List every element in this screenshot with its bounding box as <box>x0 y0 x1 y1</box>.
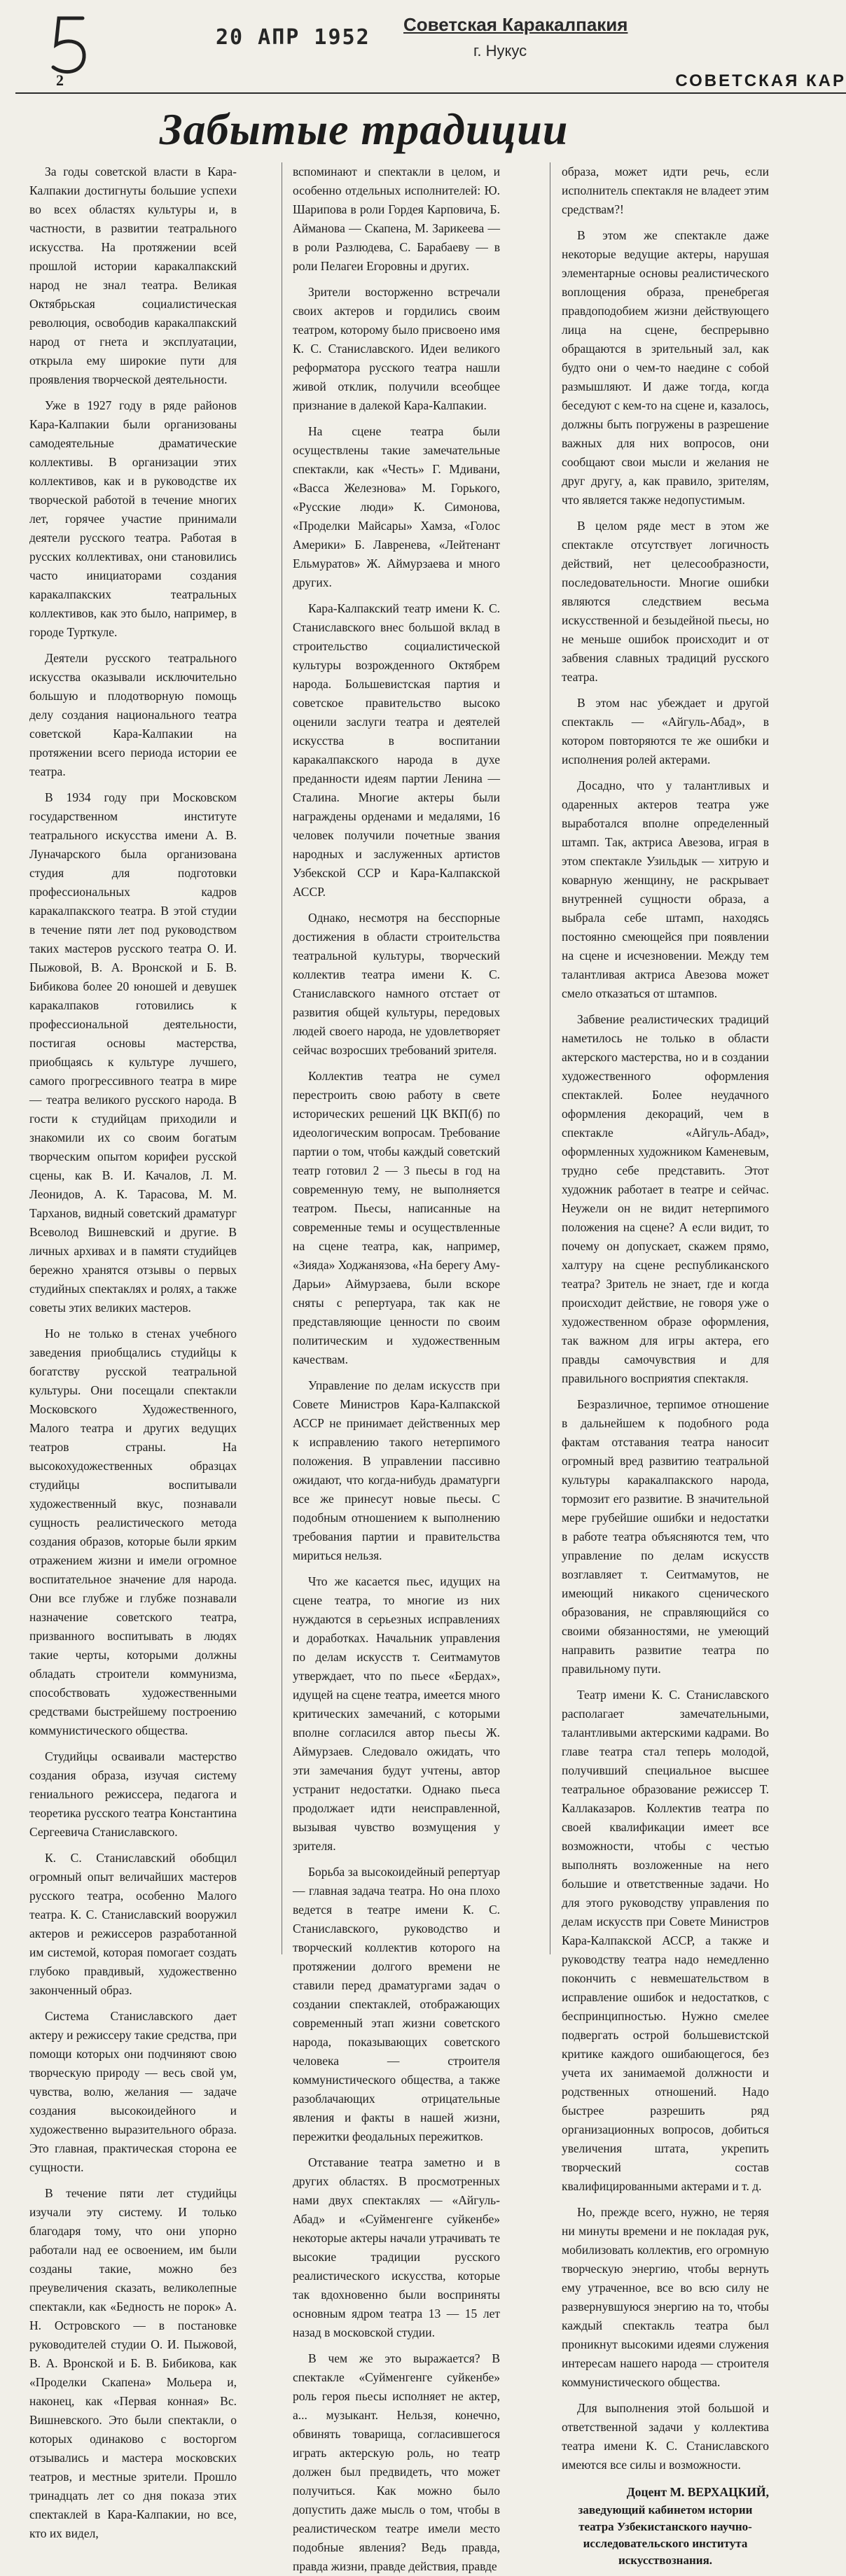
paragraph: образа, может идти речь, если исполнитель спектакля не владеет этим средствам?! <box>562 164 769 216</box>
paragraph: Студийцы осваивали мастерство создания образа, изучая систему гениального режиссера, педагога и теоретика русского театра Константина Сергеевича Станиславского. <box>29 1749 237 1839</box>
stamp-newspaper: Советская Каракалпакия <box>403 14 628 35</box>
paragraph: За годы советской власти в Кара-Калпакии достигнуты большие успехи во всех областях культуры и, в частности, в развитии театрального искусства. На протяжении всей прошлой истории каракалпакский народ не знал театра. Великая Октябрьская социалистическая революция, освободив каракалпакский народ от гнета и эксплуатации, открыла ему широкие пути для проявления творческой деятельности. <box>29 164 237 386</box>
stamp-date: 20 АПР 1952 <box>216 25 370 50</box>
paragraph: В течение пяти лет студийцы изучали эту систему. И только благодаря тому, что они упорно работали над ее освоением, им были созданы такие, можно без преувеличения сказать, великолепные спектакли, как «Бедность не порок» А. Н. Островского — в постановке руководителей студии О. И. Пыжовой, В. А. Вронской и Б. В. Бибикова, как «Проделки Скапена» Мольера и, наконец, как «Первая конная» Вс. Вишневского. Это были спектакли, о которых одинаково с восторгом отзывались и мастера московских театров, и местные зрители. Прошло тринадцать лет со дня показа этих спектаклей в Кара-Калпакии, но все, кто их видел, <box>29 2186 237 2540</box>
handwritten-mark-icon <box>46 13 95 80</box>
paragraph: Но, прежде всего, нужно, не теряя ни минуты времени и не покладая рук, мобилизовать коллектив, его огромную творческую энергию, чтобы вернуть ему утраченное, все во всю силу не развернувшуюся энергию на то, чтобы каждый спектакль театра был проникнут высокими идеями служения интересам нашего народа — строителя коммунистического общества. <box>562 2205 769 2389</box>
paragraph: К. С. Станиславский обобщил огромный опыт величайших мастеров русского театра, особенно Малого театра. К. С. Станиславский вооружил актеров и режиссеров разработанной им системой, которая помогает создать глубоко правдивый, художественно законченный образ. <box>29 1851 237 1997</box>
paragraph: Безразличное, терпимое отношение в дальнейшем к подобного рода фактам отставания театра наносит огромный вред развитию театральной культуры каракалпакского народа, тормозит его развитие. В значительной мере грубейшие ошибки и недостатки в работе театра объясняются тем, что управление по делам искусств возглавляет т. Сеитмамутов, не имеющий никакого сценического образования, не справляющийся со своими обязанностями, не умеющий направить развитие театра по правильному пути. <box>562 1397 769 1676</box>
paragraph: Но не только в стенах учебного заведения приобщались студийцы к богатству русской театральной культуры. Они посещали спектакли Московского Художественного, Малого театра и других ведущих театров страны. На высокохудожественных образцах студийцы воспитывали художественный вкус, познавали сущность реалистического метода создания образов, которые были ярким отражением жизни и имели огромное воспитательное значение для народа. Они все глубже и глубже познавали назначение советского театра, призванного воспитывать в людях такие черты, которыми должны обладать строители коммунизма, способствовать художественными средствами быстрейшему построению коммунистического общества. <box>29 1326 237 1737</box>
paragraph: Досадно, что у талантливых и одаренных актеров театра уже выработался вполне определенный штамп. Так, актриса Авезова, играя в этом спектакле Узильдык — хитрую и коварную женщину, не раскрывает внутренней сущности образа, а выбрала себе штамп, находясь постоянно смеющейся при появлении на сцене и исчезновении. Между тем талантливая актриса Авезова может смело отказаться от штампов. <box>562 778 769 1000</box>
paragraph: Деятели русского театрального искусства оказывали исключительно большую и плодотворную помощь делу создания национального театра советской Кара-Калпакии на протяжении всего периода истории ее театра. <box>29 651 237 778</box>
author-role: заведующий кабинетом истории театра Узбекистанского научно-исследовательского института искусствознания. <box>578 2503 753 2567</box>
paragraph: В целом ряде мест в этом же спектакле отсутствует логичность действий, нет целесообразности, последовательности. Многие ошибки являются следствием весьма искусственной и безыдейной пьесы, но не меньше ошибок происходит и от забвения славных традиций русского театра. <box>562 519 769 684</box>
paragraph: В этом нас убеждает и другой спектакль — «Айгуль-Абад», в котором повторяются те же ошибки и исполнения ролей актерами. <box>562 696 769 766</box>
author-signature: Доцент М. ВЕРХАЦКИЙ, <box>626 2485 769 2499</box>
paragraph: В 1934 году при Московском государственном институте театрального искусства имени А. В. Луначарского была организована студия для подготовки профессиональных кадров каракалпакского театра. В этой студии в течение пяти лет под руководством таких мастеров русского театра О. И. Пыжовой, В. А. Вронской и Б. В. Бибикова более 20 юношей и девушек каракалпаков готовились к профессиональной деятельности, постигая основы мастерства, приобщаясь к культуре лучшего, самого прогрессивного театра в мире — театра великого русского народа. В гости к студийцам приходили и знакомили их со своим богатым творческим опытом корифеи русской сцены, как В. И. Качалов, Л. М. Леонидов, А. К. Тарасова, М. М. Тарханов, видный советский драматург Всеволод Вишневский и другие. В личных архивах и в памяти студийцев бережно хранятся отзывы о первых студийных спектаклях и ролях, а также советы этих великих мастеров. <box>29 790 237 1315</box>
paragraph: Кара-Калпакский театр имени К. С. Станиславского внес большой вклад в строительство социалистической культуры возрожденного Октябрем народа. Большевистская партия и советское правительство высоко оценили заслуги театра и деятелей искусства в воспитании каракалпакского народа в духе преданности идеям партии Ленина — Сталина. Многие актеры были награждены орденами и медалями, 16 человек получили почетные звания народных и заслуженных артистов Узбекской ССР и Кара-Калпакской АССР. <box>293 601 500 899</box>
paragraph: Коллектив театра не сумел перестроить свою работу в свете исторических решений ЦК ВКП(б) по идеологическим вопросам. Требование партии о том, чтобы каждый советский театр готовил 2 — 3 пьесы в год на современную тему, не выполняется театром. Пьесы, написанные на современные темы и осуществленные на сцене театра, как, например, «Зияда» Ходжанязова, «На берегу Аму-Дарьи» Аймурзаева, были вскоре сняты с репертуара, так как не представляющие ценности по своим политическим и художественным качествам. <box>293 1069 500 1366</box>
article-headline: Забытые традиции <box>160 104 569 154</box>
paragraph: Зрители восторженно встречали своих актеров и гордились своим театром, которому было присвоено имя К. С. Станиславского. Идеи великого реформатора русского театра нашли живой отклик, получили всеобщее признание в далекой Кара-Калпакии. <box>293 285 500 412</box>
paragraph: Борьба за высокоидейный репертуар — главная задача театра. Но она плохо ведется в театре имени К. С. Станиславского, руководство и творческий коллектив которого на протяжении долгого времени не ставили перед драматургами задач о создании спектаклей, отображающих современный этап жизни советского народа, показывающих советского человека — строителя коммунистического общества, а также разоблачающих отрицательные явления и факты в нашей жизни, пережитки феодальных пережитков. <box>293 1865 500 2143</box>
paragraph: Уже в 1927 году в ряде районов Кара-Калпакии были организованы самодеятельные драматические коллективы. В организации этих коллективов, как и в руководстве их творческой работой в течение многих лет, горячее участие принимали деятели русского театра. Работая в русских коллективах, они становились часто инициаторами создания каракалпакских театральных коллективов, как это было, например, в городе Турткуле. <box>29 398 237 639</box>
paragraph: Управление по делам искусств при Совете Министров Кара-Калпакской АССР не принимает действенных мер к исправлению такого нетерпимого положения. В управлении пассивно ожидают, что когда-нибудь драматурги все же принесут новые пьесы. С подобным отношением к выполнению требования партии и правительства мириться нельзя. <box>293 1378 500 1562</box>
paragraph: Для выполнения этой большой и ответственной задачи у коллектива театра имени К. С. Станиславского имеются все силы и возможности. <box>562 2401 769 2472</box>
paragraph: Театр имени К. С. Станиславского располагает замечательными, талантливыми актерскими кадрами. Во главе театра стал теперь молодой, получивший специальное высшее театральное образование режиссер Т. Каллаказаров. Коллектив театра по своей квалификации имеет все возможности, чтобы с честью выполнять возложенные на него большие и ответственные задачи. Но для этого руководству управления по делам искусств при Совете Министров Кара-Калпакской АССР, а также и руководству театра надо немедленно покончить с невмешательством в исправление ошибок и недостатков, с беспринципностью. Нужно смелее подвергать острой большевистской критике каждого ошибающегося, без учета их занимаемой должности и родственных отношений. Надо быстрее разрешить ряд организационных вопросов, добиться увеличения штата, укрепить творческий состав квалифицированными актерами и т. д. <box>562 1688 769 2193</box>
article-column-1 <box>29 162 237 2540</box>
paragraph: Система Станиславского дает актеру и режиссеру такие средства, при помощи которых они подчиняют свою творческую природу — весь свой ум, чувства, волю, желания — задаче создания высокоидейного и художественно выразительного образа. Это главная, практическая сторона ее сущности. <box>29 2009 237 2174</box>
article-column-2 <box>293 162 500 2573</box>
paragraph: В чем же это выражается? В спектакле «Суйменгенге суйкенбе» роль героя пьесы исполняет не актер, а... музыкант. Нельзя, конечно, обвинять товарища, согласившегося играть актерскую роль, но театр должен был предвидеть, что может получиться. Как можно было допустить даже мысль о том, чтобы в реалистическом театре имели место подобные явления? Ведь правда, правда жизни, правде действия, правде <box>293 2351 500 2573</box>
paragraph: Однако, несмотря на бесспорные достижения в области строительства театральной культуры, творческий коллектив театра имени К. С. Станиславского намного отстает от развития общей культуры, передовых людей своего народа, не удовлетворяет сейчас возросших требований зрителя. <box>293 911 500 1057</box>
stamp-city: г. Нукус <box>473 42 527 59</box>
paragraph: вспоминают и спектакли в целом, и особенно отдельных исполнителей: Ю. Шарипова в роли Гордея Карповича, Б. Аймановa — Скапена, М. Зарикеева — в роли Разлюдева, С. Барабаеву — в роли Пелагеи Егоровны и других. <box>293 164 500 273</box>
running-title: СОВЕТСКАЯ КАР <box>675 71 846 90</box>
paragraph: Что же касается пьес, идущих на сцене театра, то многие из них нуждаются в серьезных исправлениях и доработках. Начальник управления по делам искусств т. Сеитмамутов утверждает, что по пьесе «Бердах», идущей на сцене театра, имеется много критических замечаний, с которыми вполне согласился автор пьесы Ж. Аймурзаев. Следовало ожидать, что эти замечания будут учтены, автор устранит недостатки. Однако пьеса продолжает идти неисправленной, вызывая чувство возмущения у зрителя. <box>293 1574 500 1853</box>
header-rule <box>15 92 846 94</box>
paragraph: Забвение реалистических традиций наметилось не только в области актерского мастерства, но и в создании художественного оформления спектаклей. Более неудачного оформления декораций, чем в спектакле «Айгуль-Абад», оформленных художником Каменевым, трудно себе представить. Этот художник работает в театре и сейчас. Неужели он не видит нетерпимого положения на сцене? А если видит, то почему он допускает, скажем прямо, халтуру на сцене республиканского театра? Зритель не знает, где и когда происходит действие, не говоря уже о художественном образе оформления, так важном для игры актера, его правды самочувствия и для правильного восприятия спектакля. <box>562 1012 769 1385</box>
paragraph: Отставание театра заметно и в других областях. В просмотренных нами двух спектаклях — «Айгуль-Абад» и «Суйменгенге суйкенбе» некоторые актеры начали утрачивать те высокие традиции русского реалистического искусства, которые так вдохновенно были восприняты основным ядром театра 13 — 15 лет назад в московской студии. <box>293 2155 500 2339</box>
article-column-3 <box>562 162 769 2567</box>
paragraph: В этом же спектакле даже некоторые ведущие актеры, нарушая элементарные основы реалистического воплощения образа, пренебрегая правдоподобием жизни действующего лица на сцене, беспрерывно обращаются в зрительный зал, как будто они о чем-то наедине с собой размышляют. И даже тогда, когда беседуют с кем-то на сцене и, казалось, должны быть погружены в разрешение важных для них вопросов, они сообщают свои мысли и желания не друг другу, а, как правило, зрителям, что является также недопустимым. <box>562 228 769 507</box>
page-number: 2 <box>56 71 64 89</box>
paragraph: На сцене театра были осуществлены такие замечательные спектакли, как «Честь» Г. Мдивани, «Васса Железнова» М. Горького, «Русские люди» К. Симонова, «Проделки Майсары» Хамза, «Голос Америки» Б. Лавренева, «Лейтенант Ельмуратов» Ж. Аймурзаева и много других. <box>293 424 500 589</box>
